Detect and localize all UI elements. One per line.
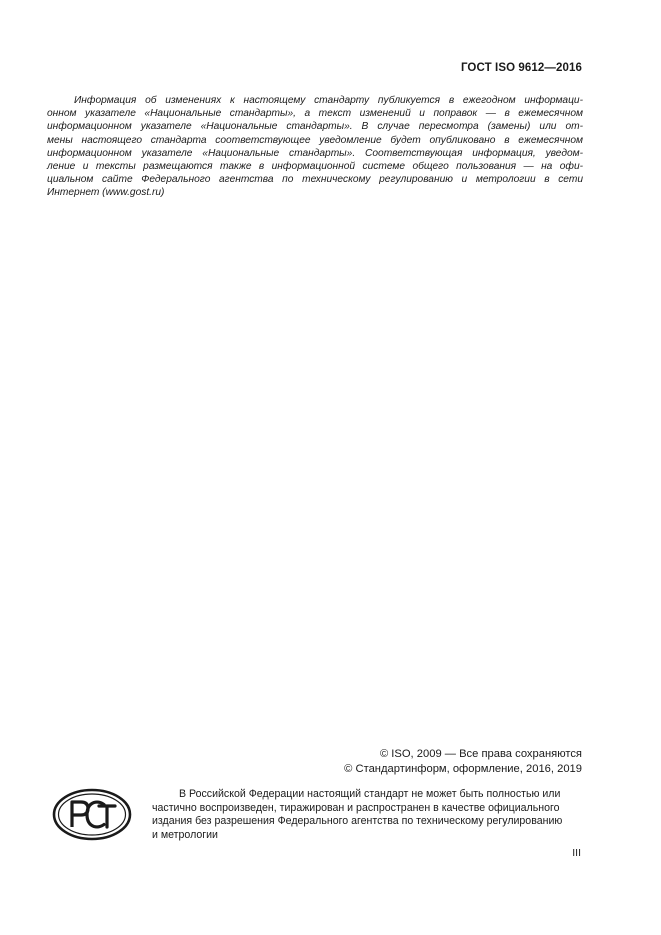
rights-line: В Российской Федерации настоящий стандарт не может быть полностью или	[179, 788, 561, 800]
info-line: Информация об изменениях к настоящему стандарту публикуется в ежегодном информаци-	[74, 95, 583, 106]
copyright-block	[344, 747, 582, 777]
info-line: информационном указателе «Национальные стандарты». Соответствующая информация, уведом-	[47, 147, 583, 159]
document-code: ГОСТ ISO 9612—2016	[460, 62, 582, 74]
amendments-info-paragraph	[47, 94, 583, 200]
info-line: Интернет (www.gost.ru)	[47, 187, 165, 199]
rst-certification-mark-icon	[52, 788, 132, 841]
info-line: мены настоящего стандарта соответствующее уведомление будет опубликовано в ежемесячном	[47, 134, 583, 146]
rights-line: издания без разрешения Федерального агентства по техническому регулированию	[152, 815, 563, 828]
standartinform-copyright: © Стандартинформ, оформление, 2016, 2019	[344, 763, 582, 775]
info-line: онном указателе «Национальные стандарты», а текст изменений и поправок — в ежемесячном	[47, 108, 583, 120]
info-line: ление и тексты размещаются также в информационной системе общего пользования — на офи-	[47, 161, 583, 173]
page-number: III	[572, 847, 581, 859]
info-line: циальном сайте Федерального агентства по техническому регулированию и метрологии в сети	[47, 174, 583, 186]
iso-copyright: © ISO, 2009 — Все права сохраняются	[379, 748, 582, 760]
info-line: информационном указателе «Национальные стандарты». В случае пересмотра (замены) или от-	[47, 121, 583, 133]
rights-notice	[152, 788, 583, 842]
rights-line: и метрологии	[152, 828, 218, 841]
rights-line: частично воспроизведен, тиражирован и распространен в качестве официального	[152, 801, 560, 814]
